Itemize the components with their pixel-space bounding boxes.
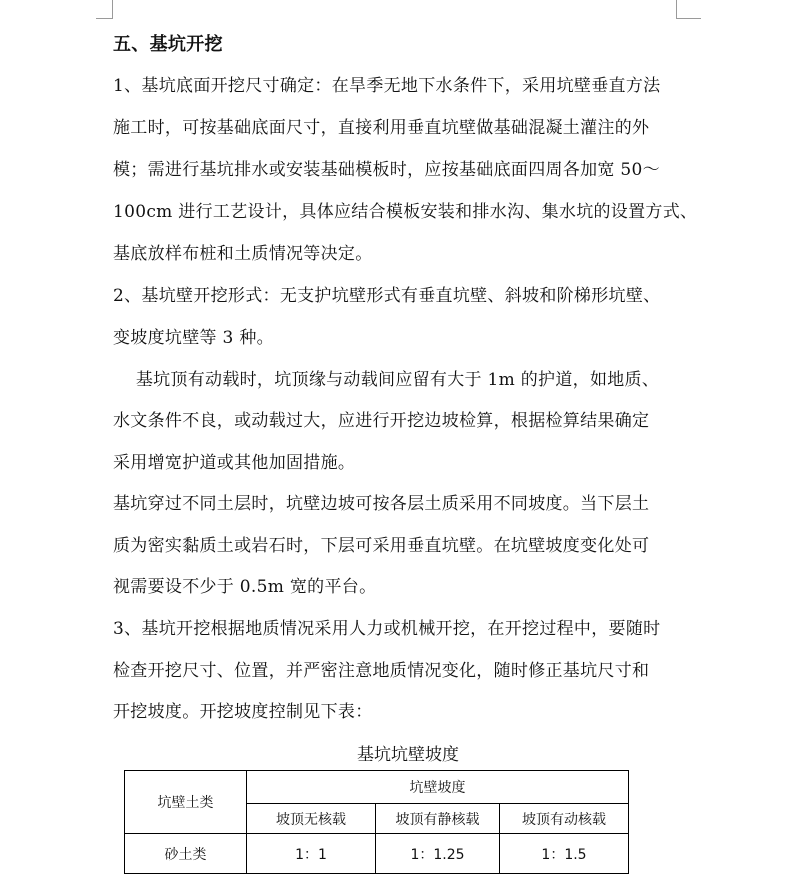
crop-mark-top-left (96, 0, 113, 19)
body-line-1: 1、基坑底面开挖尺寸确定：在旱季无地下水条件下，采用坑壁垂直方法 (113, 76, 661, 96)
body-line-12: 质为密实黏质土或岩石时，下层可采用垂直坑壁。在坑壁坡度变化处可 (113, 536, 650, 556)
body-line-2: 施工时，可按基础底面尺寸，直接利用垂直坑壁做基础混凝土灌注的外 (113, 118, 650, 138)
body-line-9: 水文条件不良，或动载过大，应进行开挖边坡检算，根据检算结果确定 (113, 411, 650, 431)
header-no-load: 坡顶无核载 (247, 804, 376, 834)
body-line-8: 基坑顶有动载时，坑顶缘与动载间应留有大于 1m 的护道，如地质、 (113, 370, 660, 390)
body-line-7: 变坡度坑壁等 3 种。 (113, 328, 274, 348)
table-row (125, 834, 629, 874)
header-dynamic-load: 坡顶有动核载 (500, 804, 629, 834)
body-line-13: 视需要设不少于 0.5m 宽的平台。 (113, 577, 377, 597)
body-line-15: 检查开挖尺寸、位置，并严密注意地质情况变化，随时修正基坑尺寸和 (113, 661, 650, 681)
body-line-16: 开挖坡度。开挖坡度控制见下表： (113, 702, 373, 722)
body-line-10: 采用增宽护道或其他加固措施。 (113, 453, 356, 473)
body-line-5: 基底放样布桩和土质情况等决定。 (113, 244, 373, 264)
section-heading: 五、基坑开挖 (113, 34, 223, 55)
cell-soil: 砂土类 (125, 834, 247, 874)
cell-no-load: 1：1 (247, 834, 376, 874)
crop-mark-top-right (676, 0, 701, 19)
body-line-14: 3、基坑开挖根据地质情况采用人力或机械开挖，在开挖过程中，要随时 (113, 619, 661, 639)
header-static-load: 坡顶有静核载 (376, 804, 500, 834)
body-line-6: 2、基坑壁开挖形式：无支护坑壁形式有垂直坑壁、斜坡和阶梯形坑壁、 (113, 286, 661, 306)
table-caption: 基坑坑壁坡度 (357, 745, 459, 765)
slope-table (124, 770, 629, 874)
body-line-11: 基坑穿过不同土层时，坑壁边坡可按各层土质采用不同坡度。当下层土 (113, 494, 650, 514)
cell-static-load: 1：1.25 (376, 834, 500, 874)
header-soil-type: 坑壁土类 (125, 771, 247, 834)
cell-dynamic-load: 1：1.5 (500, 834, 629, 874)
body-line-4: 100cm 进行工艺设计，具体应结合模板安装和排水沟、集水坑的设置方式、 (113, 202, 698, 222)
header-slope-group: 坑壁坡度 (247, 771, 629, 804)
body-line-3: 模；需进行基坑排水或安装基础模板时，应按基础底面四周各加宽 50～ (113, 160, 660, 180)
